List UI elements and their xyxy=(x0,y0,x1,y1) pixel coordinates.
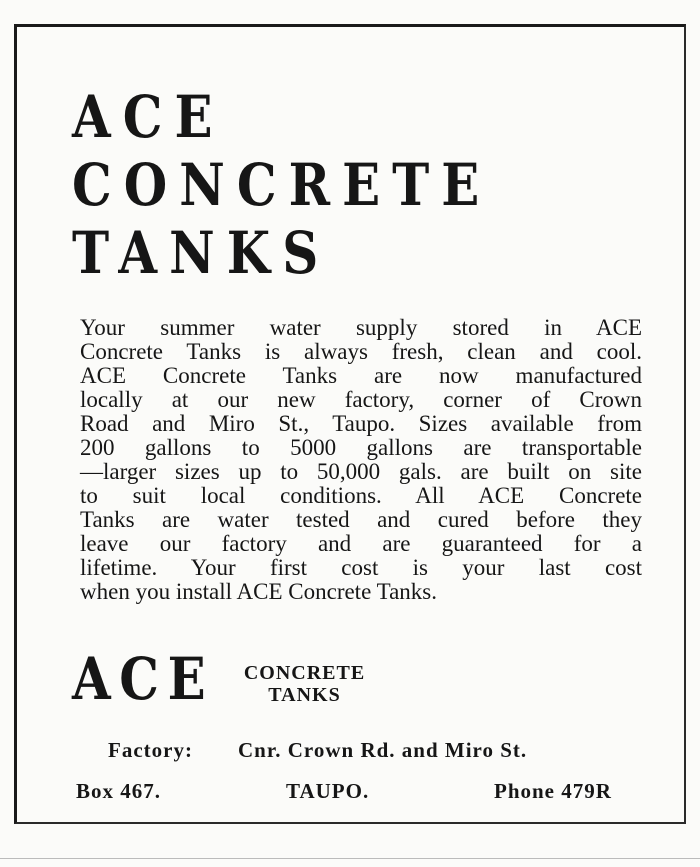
body-line: to suit local conditions. All ACE Concrete xyxy=(80,483,642,508)
body-line: ACE Concrete Tanks are now manufactured xyxy=(80,363,642,388)
phone-number: Phone 479R xyxy=(494,779,612,803)
po-box: Box 467. xyxy=(76,779,162,803)
headline-tanks: TANKS xyxy=(72,219,331,287)
body-line: when you install ACE Concrete Tanks. xyxy=(80,579,437,604)
headline-concrete: CONCRETE xyxy=(72,151,492,219)
body-line: locally at our new factory, corner of Crown xyxy=(80,387,642,412)
body-line: Road and Miro St., Taupo. Sizes available from xyxy=(80,411,642,436)
footer-sub-tanks: TANKS xyxy=(268,684,341,706)
page-bottom-rule xyxy=(0,858,700,859)
headline-ace: ACE xyxy=(72,83,225,151)
footer-brand-subtitle xyxy=(232,662,377,706)
town-name: TAUPO. xyxy=(286,779,370,803)
footer-brand: ACE xyxy=(72,645,215,713)
body-line: Your summer water supply stored in ACE xyxy=(80,315,642,340)
body-line: lifetime. Your first cost is your last cost xyxy=(80,555,642,580)
footer-sub-concrete: CONCRETE xyxy=(243,662,366,684)
factory-address: Cnr. Crown Rd. and Miro St. xyxy=(238,738,528,762)
body-line: Tanks are water tested and cured before they xyxy=(80,507,642,532)
body-copy xyxy=(80,316,642,604)
body-line: —larger sizes up to 50,000 gals. are built on site xyxy=(80,459,642,484)
body-line: Concrete Tanks is always fresh, clean and cool. xyxy=(80,339,642,364)
body-line: 200 gallons to 5000 gallons are transportable xyxy=(80,435,642,460)
factory-label: Factory: xyxy=(108,738,193,762)
body-line: leave our factory and are guaranteed for a xyxy=(80,531,642,556)
